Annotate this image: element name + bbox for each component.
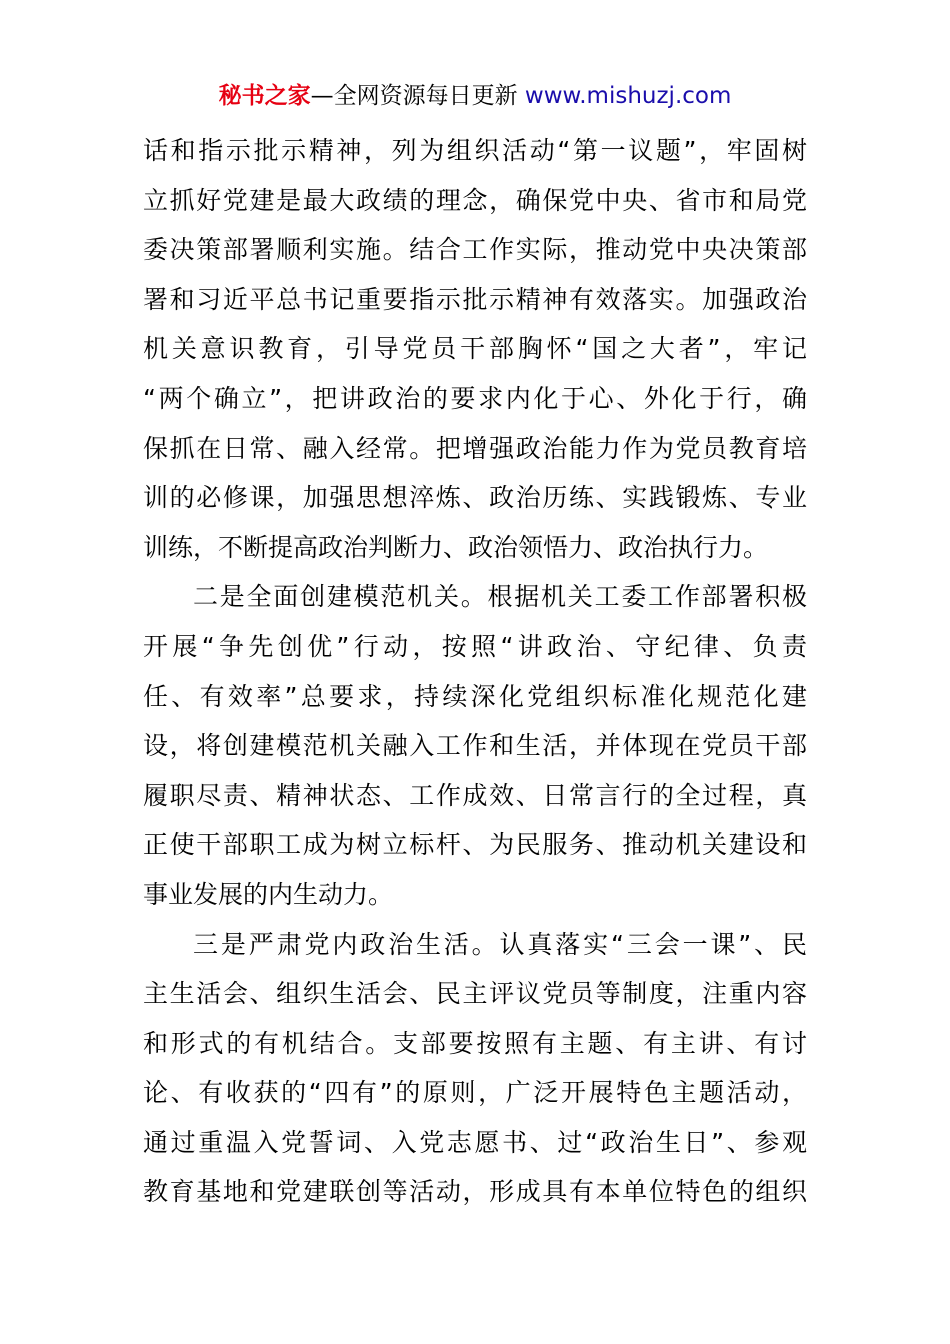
- text-line: 履职尽责、精神状态、工作成效、日常言行的全过程，真: [143, 780, 807, 810]
- text-line: 立抓好党建是最大政绩的理念，确保党中央、省市和局党: [143, 185, 807, 215]
- text-line: 论、有收获的“四有”的原则，广泛开展特色主题活动，: [143, 1078, 807, 1108]
- text-line: 事业发展的内生动力。: [143, 879, 394, 909]
- text-line: 教育基地和党建联创等活动，形成具有本单位特色的组织: [143, 1177, 807, 1207]
- header-tagline: —全网资源每日更新: [310, 83, 525, 109]
- text-line: 机关意识教育，引导党员干部胸怀“国之大者”，牢记: [143, 334, 807, 364]
- text-line: 设，将创建模范机关融入工作和生活，并体现在党员干部: [143, 731, 807, 761]
- text-line: “两个确立”，把讲政治的要求内化于心、外化于行，确: [143, 383, 807, 413]
- text-line: 保抓在日常、融入经常。把增强政治能力作为党员教育培: [143, 433, 807, 463]
- text-line: 任、有效率”总要求，持续深化党组织标准化规范化建: [143, 681, 807, 711]
- text-line: 训练，不断提高政治判断力、政治领悟力、政治执行力。: [143, 532, 769, 562]
- text-line: 通过重温入党誓词、入党志愿书、过“政治生日”、参观: [143, 1127, 807, 1157]
- paragraph-first-line: 二是全面创建模范机关。根据机关工委工作部署积极: [193, 582, 807, 612]
- text-line: 主生活会、组织生活会、民主评议党员等制度，注重内容: [143, 979, 807, 1009]
- document-body: [143, 126, 807, 1217]
- text-line: 和形式的有机结合。支部要按照有主题、有主讲、有讨: [143, 1028, 807, 1058]
- site-url[interactable]: www.mishuzj.com: [524, 83, 732, 109]
- page-header: [0, 78, 950, 114]
- brand-name: 秘书之家: [218, 83, 311, 109]
- text-line: 话和指示批示精神，列为组织活动“第一议题”，牢固树: [143, 136, 807, 165]
- text-line: 署和习近平总书记重要指示批示精神有效落实。加强政治: [143, 284, 807, 314]
- paragraph-first-line: 三是严肃党内政治生活。认真落实“三会一课”、民: [193, 929, 807, 959]
- text-line: 训的必修课，加强思想淬炼、政治历练、实践锻炼、专业: [143, 483, 807, 513]
- text-line: 正使干部职工成为树立标杆、为民服务、推动机关建设和: [143, 830, 807, 860]
- text-line: 开展“争先创优”行动，按照“讲政治、守纪律、负责: [143, 631, 807, 661]
- text-line: 委决策部署顺利实施。结合工作实际，推动党中央决策部: [143, 235, 807, 265]
